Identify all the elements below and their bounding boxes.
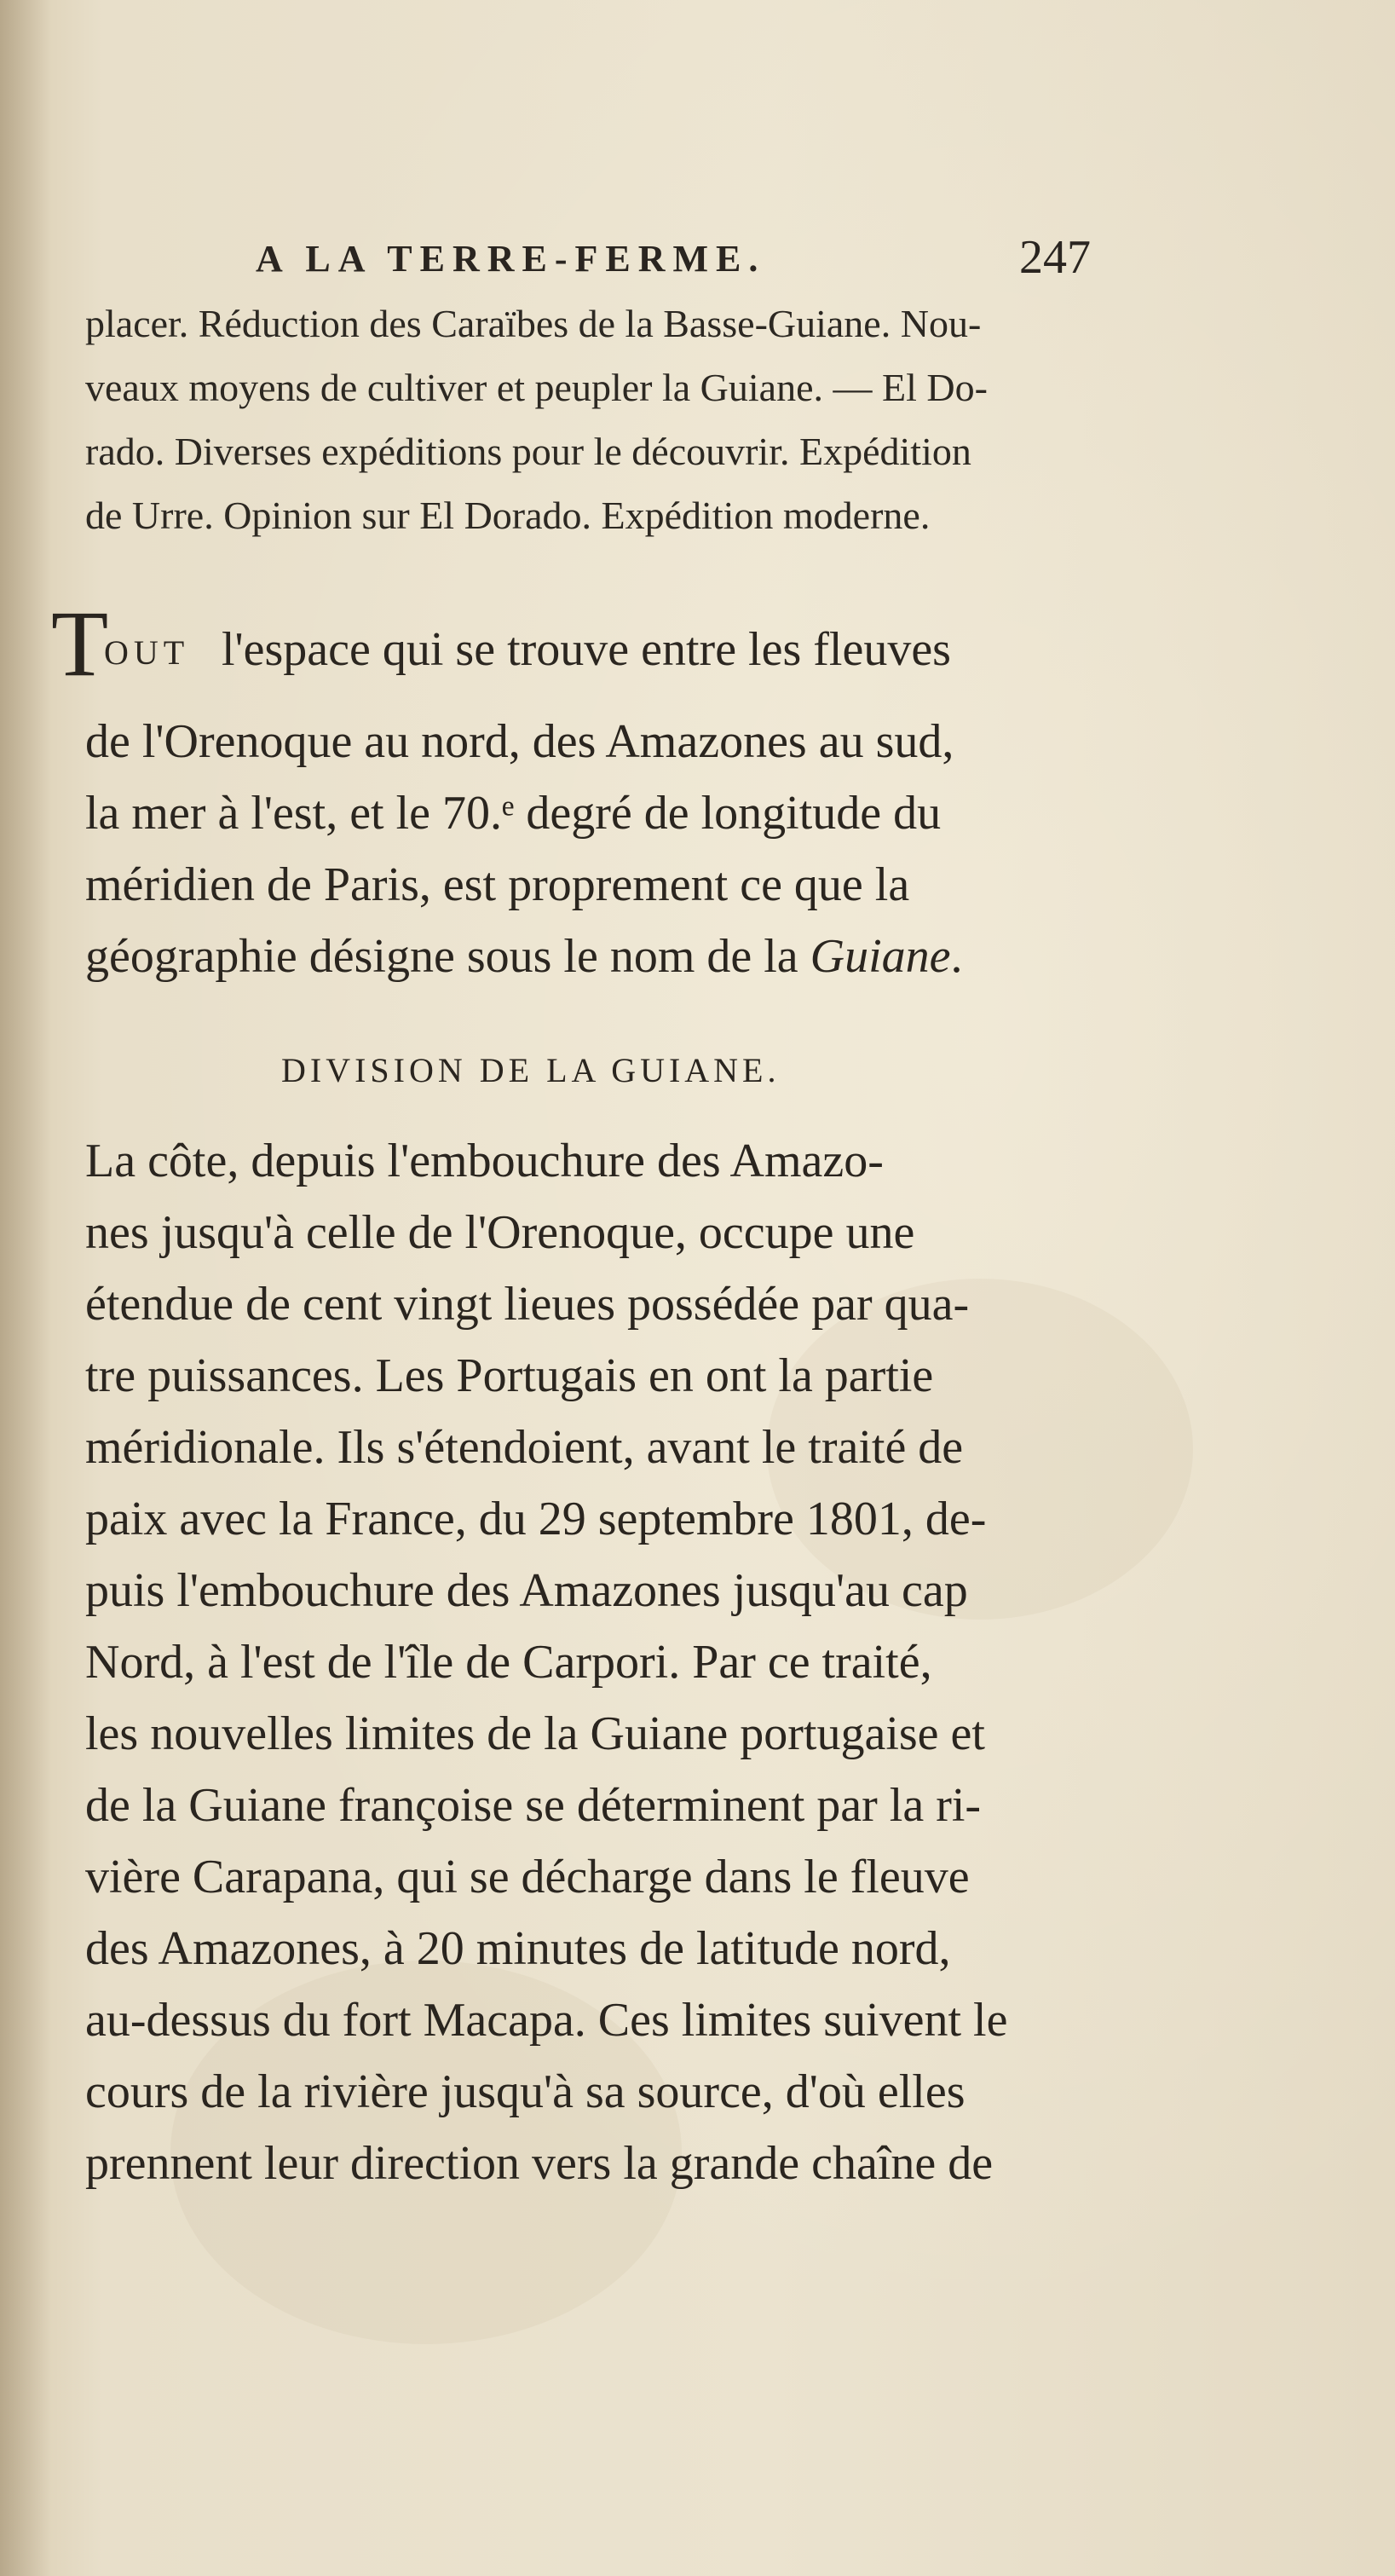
intro-line: méridien de Paris, est proprement ce que la (85, 858, 910, 911)
running-head: A LA TERRE-FERME. (256, 238, 766, 280)
drop-cap: T (51, 592, 109, 696)
division-line: au-dessus du fort Macapa. Ces limites suivent le (85, 1994, 1008, 2047)
intro-first-line (51, 592, 1108, 696)
intro-line: géographie désigne sous le nom de la Guiane. (85, 930, 963, 983)
division-line: des Amazones, à 20 minutes de latitude nord, (85, 1922, 951, 1975)
division-line: Nord, à l'est de l'île de Carpori. Par ce traité, (85, 1636, 932, 1689)
page-header (239, 230, 1091, 290)
intro-line: la mer à l'est, et le 70.ᵉ degré de longitude du (85, 787, 942, 840)
division-line: les nouvelles limites de la Guiane portugaise et (85, 1707, 985, 1760)
summary-line: placer. Réduction des Caraïbes de la Basse-Guiane. Nou- (85, 302, 982, 345)
division-line: étendue de cent vingt lieues possédée par qua- (85, 1278, 970, 1331)
page-number: 247 (1019, 231, 1091, 284)
division-line: paix avec la France, du 29 septembre 1801, de- (85, 1493, 987, 1545)
division-line: méridionale. Ils s'étendoient, avant le traité de (85, 1421, 964, 1474)
division-line: La côte, depuis l'embouchure des Amazo- (85, 1135, 884, 1187)
division-line: tre puissances. Les Portugais en ont la partie (85, 1349, 934, 1402)
intro-first-line-text: l'espace qui se trouve entre les fleuves (222, 623, 951, 676)
italic-word: Guiane (810, 930, 951, 983)
summary-line: veaux moyens de cultiver et peupler la Guiane. — El Do- (85, 366, 988, 409)
section-heading: DIVISION DE LA GUIANE. (281, 1051, 781, 1089)
gutter-shadow (0, 0, 51, 2576)
division-line: vière Carapana, qui se décharge dans le fleuve (85, 1851, 970, 1903)
division-line: prennent leur direction vers la grande chaîne de (85, 2137, 994, 2190)
summary-line: de Urre. Opinion sur El Dorado. Expédition moderne. (85, 494, 931, 537)
division-line: de la Guiane françoise se déterminent par la ri- (85, 1779, 982, 1832)
intro-line: de l'Orenoque au nord, des Amazones au sud, (85, 715, 954, 768)
division-line: nes jusqu'à celle de l'Orenoque, occupe une (85, 1206, 915, 1259)
small-caps-word: OUT (104, 633, 190, 672)
division-line: puis l'embouchure des Amazones jusqu'au cap (85, 1564, 968, 1617)
summary-line: rado. Diverses expéditions pour le découvrir. Expédition (85, 430, 971, 473)
division-line: cours de la rivière jusqu'à sa source, d'où elles (85, 2065, 966, 2118)
